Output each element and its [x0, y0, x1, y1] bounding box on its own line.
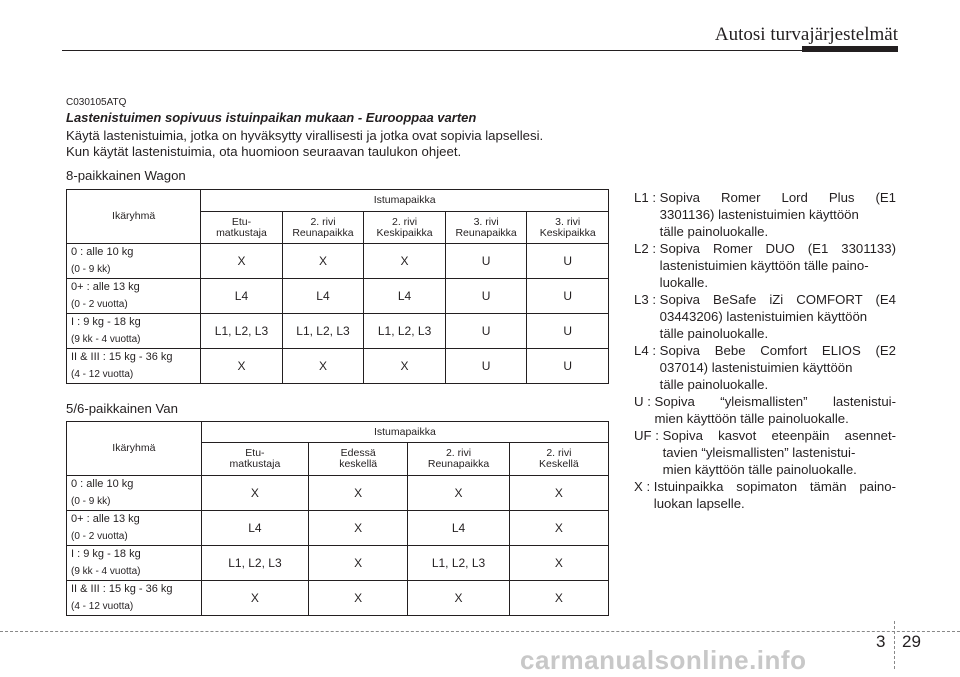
table-row — [67, 476, 609, 511]
age-group-cell — [67, 546, 202, 581]
column-header-line1: 2. rivi — [445, 447, 472, 459]
suitability-cell: U — [445, 244, 527, 279]
column-header-line1: 3. rivi — [555, 215, 581, 228]
age-group-weight: 0+ : alle 13 kg — [71, 513, 140, 525]
legend-text-line: mien käyttöön tälle painoluokalle. — [654, 411, 849, 426]
column-header — [445, 212, 527, 244]
legend-item — [634, 291, 896, 342]
legend-text-line: 3301136) lastenistuimien käyttöön — [659, 207, 859, 222]
suitability-cell: X — [201, 476, 308, 511]
suitability-cell: X — [364, 349, 446, 384]
table-row — [67, 581, 609, 616]
legend-text-line: Sopiva Romer Lord Plus (E1 — [659, 190, 896, 205]
legend-text-line: Istuinpaikka sopimaton tämän paino- — [653, 479, 896, 494]
table-row — [67, 279, 609, 314]
table-row — [67, 349, 609, 384]
age-group-weight: 0 : alle 10 kg — [71, 478, 134, 490]
seat-position-header: Istumapaikka — [201, 190, 609, 212]
suitability-cell: L1, L2, L3 — [201, 546, 308, 581]
age-group-cell — [67, 349, 201, 384]
suitability-cell: L4 — [364, 279, 446, 314]
column-header — [408, 443, 509, 476]
intro-paragraph — [66, 128, 614, 160]
header-row — [67, 422, 609, 443]
legend-item — [634, 189, 896, 240]
suitability-cell: U — [527, 279, 609, 314]
column-header — [282, 212, 364, 244]
suitability-cell: L4 — [282, 279, 364, 314]
suitability-cell: L4 — [201, 279, 282, 314]
legend-key: UF : — [634, 428, 663, 443]
legend-text-line: luokan lapselle. — [653, 496, 745, 511]
legend-text-line: Sopiva BeSafe iZi COMFORT (E4 — [659, 292, 896, 307]
suitability-cell: U — [527, 314, 609, 349]
age-group-weight: I : 9 kg - 18 kg — [71, 316, 141, 328]
header-row — [67, 190, 609, 212]
suitability-cell: L1, L2, L3 — [408, 546, 509, 581]
age-group-weight: 0+ : alle 13 kg — [71, 281, 140, 293]
legend-text-line: 037014) lastenistuimien käyttöön — [659, 360, 853, 375]
column-header-line2: Reunapaikka — [292, 226, 354, 239]
suitability-cell: X — [201, 244, 282, 279]
legend-text-line: tälle painoluokalle. — [659, 377, 769, 392]
van-seat-table — [66, 421, 609, 616]
section-code: C030105ATQ — [66, 97, 127, 108]
running-header-title: Autosi turvajärjestelmät — [714, 24, 898, 45]
legend-key: L4 : — [634, 343, 660, 358]
legend-text — [655, 393, 896, 427]
column-header-line1: 2. rivi — [392, 215, 418, 228]
legend-text — [660, 189, 896, 240]
column-header-line1: Etu- — [231, 215, 252, 228]
legend-text-line: tälle painoluokalle. — [659, 326, 769, 341]
column-header-line1: 2. rivi — [310, 215, 336, 228]
footer-rule — [0, 631, 960, 632]
legend-key: L1 : — [634, 190, 660, 205]
wagon-caption: 8-paikkainen Wagon — [66, 168, 186, 183]
suitability-cell: X — [364, 244, 446, 279]
legend-text — [660, 342, 896, 393]
legend-text-line: tavien “yleismallisten” lastenistui- — [662, 445, 856, 460]
age-group-weight: I : 9 kg - 18 kg — [71, 548, 141, 560]
seat-position-header: Istumapaikka — [201, 422, 608, 443]
age-group-cell — [67, 244, 201, 279]
age-group-cell — [67, 476, 202, 511]
suitability-cell: X — [509, 476, 608, 511]
suitability-cell: X — [309, 511, 408, 546]
suitability-cell: X — [309, 581, 408, 616]
header-rule — [62, 50, 802, 51]
age-group-cell — [67, 279, 201, 314]
suitability-cell: X — [309, 546, 408, 581]
suitability-cell: X — [509, 546, 608, 581]
legend-text-line: mien käyttöön tälle painoluokalle. — [662, 462, 857, 477]
suitability-cell: X — [201, 349, 282, 384]
column-header — [201, 443, 308, 476]
age-group-age: (4 - 12 vuotta) — [71, 601, 134, 612]
age-group-age: (0 - 9 kk) — [71, 496, 111, 507]
table-row — [67, 511, 609, 546]
legend-key: X : — [634, 479, 654, 494]
suitability-cell: X — [408, 476, 509, 511]
legend-item — [634, 393, 896, 427]
suitability-cell: X — [282, 244, 364, 279]
suitability-cell: L1, L2, L3 — [364, 314, 446, 349]
column-header-line1: Etu- — [245, 447, 265, 459]
age-group-cell — [67, 581, 202, 616]
header-rule-thick — [802, 46, 898, 52]
column-header-line2: Reunapaikka — [427, 458, 490, 470]
suitability-cell: U — [445, 279, 527, 314]
legend-key: U : — [634, 394, 655, 409]
table-row — [67, 546, 609, 581]
suitability-cell: U — [445, 314, 527, 349]
suitability-cell: X — [509, 581, 608, 616]
legend-item — [634, 427, 896, 478]
column-header-line2: Reunapaikka — [455, 226, 517, 239]
intro-line-2: Kun käytät lastenistuimia, ota huomioon seuraavan taulukon ohjeet. — [66, 144, 462, 159]
legend-text-line: Sopiva Romer DUO (E1 3301133) — [659, 241, 896, 256]
suitability-cell: U — [527, 349, 609, 384]
column-header — [527, 212, 609, 244]
watermark-text: carmanualsonline.info — [520, 645, 807, 675]
age-group-age: (0 - 2 vuotta) — [71, 299, 128, 310]
legend-text-line: 03443206) lastenistuimien käyttöön — [659, 309, 868, 324]
legend-key: L2 : — [634, 241, 660, 256]
column-header-line2: matkustaja — [229, 458, 281, 470]
legend-item — [634, 478, 896, 512]
van-caption: 5/6-paikkainen Van — [66, 401, 178, 416]
column-header — [364, 212, 446, 244]
suitability-cell: L1, L2, L3 — [282, 314, 364, 349]
legend-list — [634, 189, 896, 512]
suitability-cell: U — [445, 349, 527, 384]
age-group-weight: 0 : alle 10 kg — [71, 246, 134, 258]
column-header-line2: keskellä — [339, 458, 378, 470]
column-header — [201, 212, 282, 244]
suitability-cell: X — [408, 581, 509, 616]
age-group-weight: II & III : 15 kg - 36 kg — [71, 351, 173, 363]
legend-text-line: tälle painoluokalle. — [659, 224, 769, 239]
legend-text — [654, 478, 896, 512]
legend-text-line: Sopiva Bebe Comfort ELIOS (E2 — [659, 343, 896, 358]
suitability-cell: L4 — [408, 511, 509, 546]
age-group-header: Ikäryhmä — [67, 190, 201, 244]
column-header-line2: Keskipaikka — [539, 226, 596, 239]
age-group-cell — [67, 511, 202, 546]
column-header — [509, 443, 608, 476]
legend-item — [634, 342, 896, 393]
footer-divider — [894, 621, 895, 669]
suitability-cell: L1, L2, L3 — [201, 314, 282, 349]
legend-text-line: Sopiva “yleismallisten” lastenistui- — [654, 394, 896, 409]
table-row — [67, 314, 609, 349]
suitability-cell: L4 — [201, 511, 308, 546]
legend-text — [660, 240, 896, 291]
column-header-line2: Keskellä — [539, 458, 579, 470]
age-group-age: (0 - 2 vuotta) — [71, 531, 128, 542]
column-header-line1: Edessä — [340, 447, 376, 459]
age-group-age: (0 - 9 kk) — [71, 264, 111, 275]
suitability-cell: X — [201, 581, 308, 616]
legend-text — [660, 291, 896, 342]
column-header-line1: 2. rivi — [546, 447, 572, 459]
age-group-cell — [67, 314, 201, 349]
age-group-header: Ikäryhmä — [67, 422, 202, 476]
legend-text-line: luokalle. — [659, 275, 709, 290]
age-group-weight: II & III : 15 kg - 36 kg — [71, 583, 173, 595]
suitability-cell: X — [509, 511, 608, 546]
table-row — [67, 244, 609, 279]
wagon-seat-table — [66, 189, 609, 384]
age-group-age: (9 kk - 4 vuotta) — [71, 334, 141, 345]
suitability-cell: X — [309, 476, 408, 511]
age-group-age: (4 - 12 vuotta) — [71, 369, 134, 380]
footer-section-number: 3 — [876, 632, 886, 651]
column-header-line1: 3. rivi — [473, 215, 499, 228]
footer-page-number: 29 — [902, 632, 921, 651]
column-header-line2: matkustaja — [216, 226, 267, 239]
legend-text — [663, 427, 896, 478]
legend-text-line: Sopiva kasvot eteenpäin asennet- — [662, 428, 896, 443]
intro-line-1: Käytä lastenistuimia, jotka on hyväksytty virallisesti ja jotka ovat sopivia lapsellesi. — [66, 128, 544, 143]
suitability-cell: X — [282, 349, 364, 384]
section-title: Lastenistuimen sopivuus istuinpaikan mukaan - Eurooppaa varten — [66, 110, 477, 125]
age-group-age: (9 kk - 4 vuotta) — [71, 566, 141, 577]
suitability-cell: U — [527, 244, 609, 279]
column-header-line2: Keskipaikka — [376, 226, 433, 239]
column-header — [309, 443, 408, 476]
legend-text-line: lastenistuimien käyttöön tälle paino- — [659, 258, 869, 273]
legend-key: L3 : — [634, 292, 660, 307]
legend-item — [634, 240, 896, 291]
